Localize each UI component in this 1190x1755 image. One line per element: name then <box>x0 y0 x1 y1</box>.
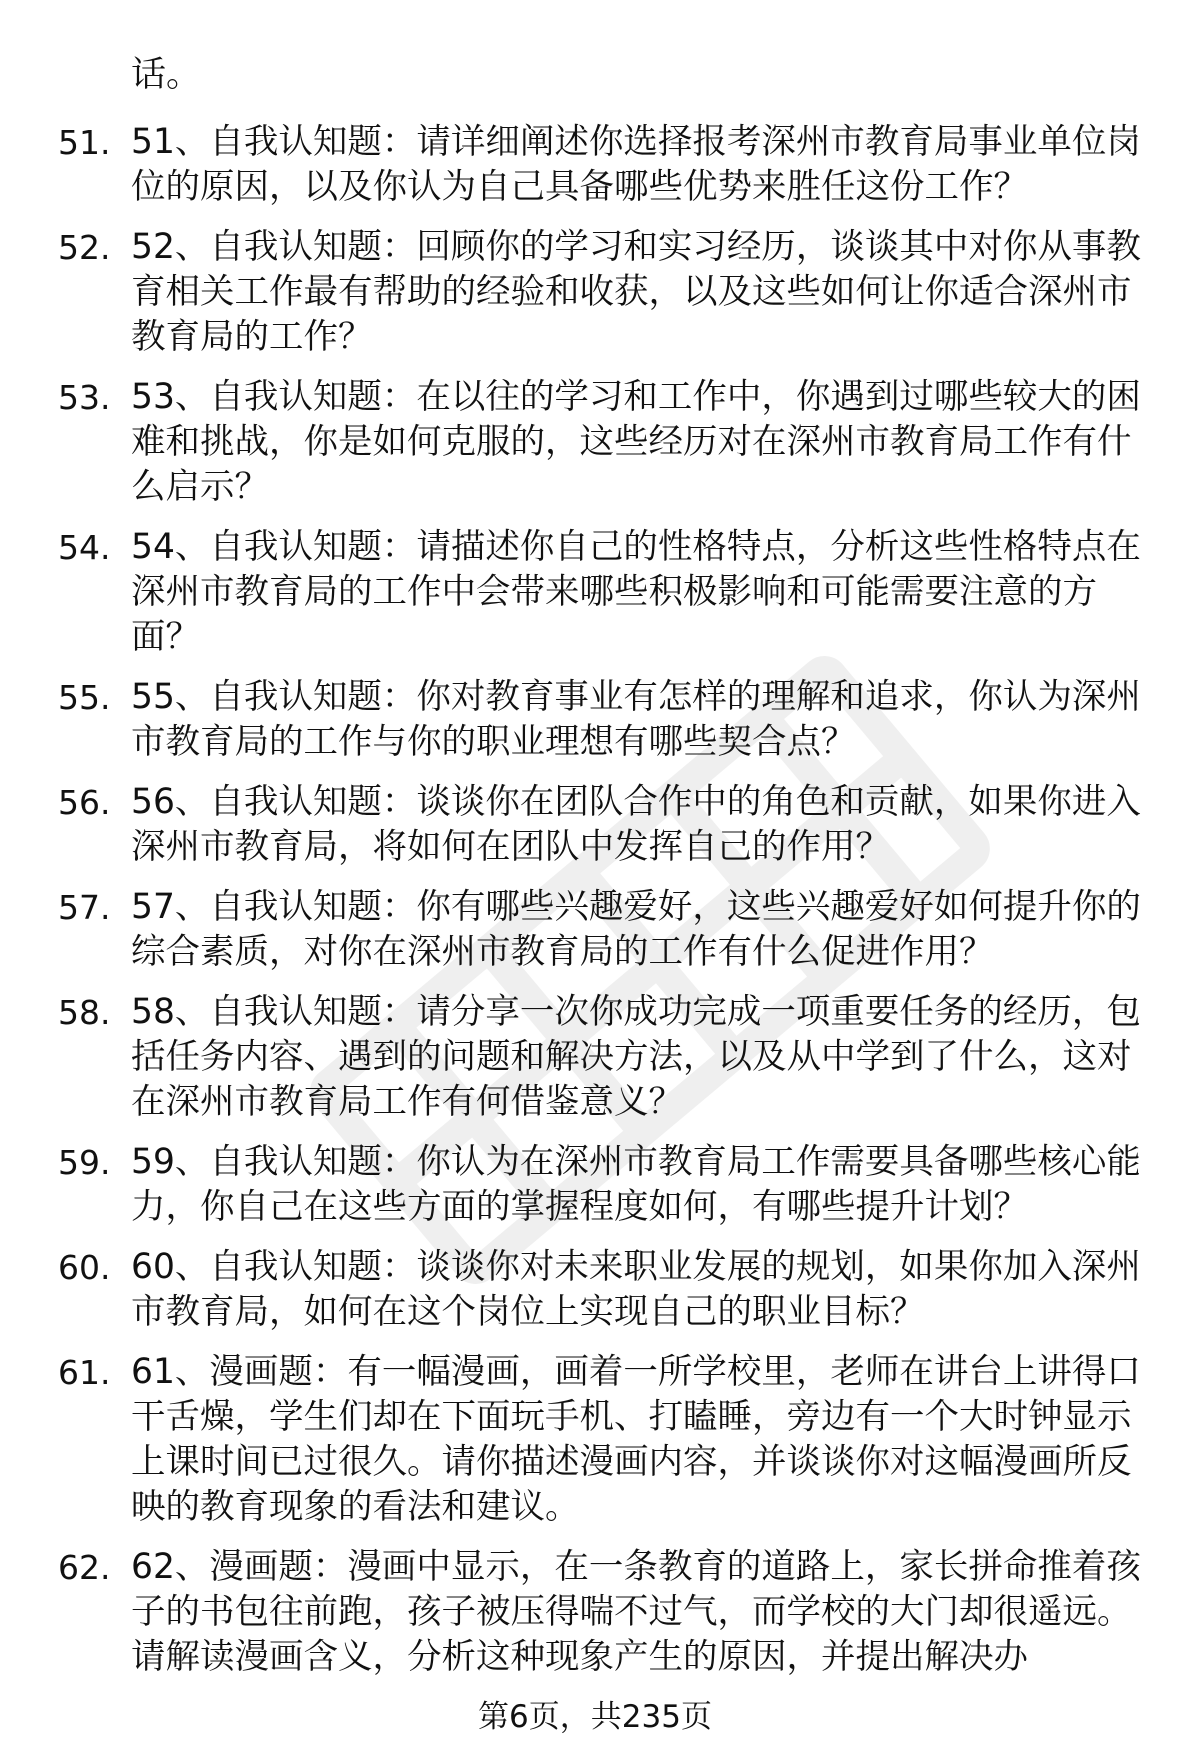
question-text: 55、自我认知题：你对教育事业有怎样的理解和追求，你认为深州市教育局的工作与你的职业理想有哪些契合点？ <box>131 677 1141 762</box>
question-number: 53. <box>58 378 111 417</box>
question-item <box>58 225 1160 360</box>
question-list <box>58 120 1160 1695</box>
question-number: 54. <box>58 528 111 567</box>
question-text: 51、自我认知题：请详细阐述你选择报考深州市教育局事业单位岗位的原因，以及你认为自己具备哪些优势来胜任这份工作？ <box>131 122 1141 207</box>
question-number: 55. <box>58 678 111 717</box>
question-text: 62、漫画题：漫画中显示，在一条教育的道路上，家长拼命推着孩子的书包往前跑，孩子被压得喘不过气，而学校的大门却很遥远。请解读漫画含义，分析这种现象产生的原因，并提出解决办 <box>131 1547 1141 1677</box>
question-number: 62. <box>58 1548 111 1587</box>
question-text: 59、自我认知题：你认为在深州市教育局工作需要具备哪些核心能力，你自己在这些方面的掌握程度如何，有哪些提升计划？ <box>131 1142 1141 1227</box>
question-text: 54、自我认知题：请描述你自己的性格特点，分析这些性格特点在深州市教育局的工作中会带来哪些积极影响和可能需要注意的方面？ <box>131 527 1141 657</box>
question-number: 60. <box>58 1248 111 1287</box>
question-item <box>58 525 1160 660</box>
question-item <box>58 1140 1160 1230</box>
question-text: 52、自我认知题：回顾你的学习和实习经历，谈谈其中对你从事教育相关工作最有帮助的经验和收获，以及这些如何让你适合深州市教育局的工作？ <box>131 227 1141 357</box>
question-item <box>58 1350 1160 1530</box>
question-item <box>58 1545 1160 1680</box>
question-item <box>58 885 1160 975</box>
question-text: 56、自我认知题：谈谈你在团队合作中的角色和贡献，如果你进入深州市教育局，将如何在团队中发挥自己的作用？ <box>131 782 1141 867</box>
continuation-text: 话。 <box>131 55 202 95</box>
question-number: 56. <box>58 783 111 822</box>
question-text: 57、自我认知题：你有哪些兴趣爱好，这些兴趣爱好如何提升你的综合素质，对你在深州市教育局的工作有什么促进作用？ <box>131 887 1141 972</box>
question-text: 53、自我认知题：在以往的学习和工作中，你遇到过哪些较大的困难和挑战，你是如何克服的，这些经历对在深州市教育局工作有什么启示？ <box>131 377 1141 507</box>
question-item <box>58 990 1160 1125</box>
question-number: 52. <box>58 228 111 267</box>
question-number: 58. <box>58 993 111 1032</box>
question-item <box>58 1245 1160 1335</box>
question-number: 59. <box>58 1143 111 1182</box>
question-item <box>58 120 1160 210</box>
question-number: 57. <box>58 888 111 927</box>
page-footer: 第6页，共235页 <box>478 1699 712 1735</box>
question-item <box>58 780 1160 870</box>
question-text: 60、自我认知题：谈谈你对未来职业发展的规划，如果你加入深州市教育局，如何在这个岗位上实现自己的职业目标？ <box>131 1247 1141 1332</box>
question-number: 61. <box>58 1353 111 1392</box>
question-item <box>58 675 1160 765</box>
question-text: 61、漫画题：有一幅漫画，画着一所学校里，老师在讲台上讲得口干舌燥，学生们却在下面玩手机、打瞌睡，旁边有一个大时钟显示上课时间已过很久。请你描述漫画内容，并谈谈你对这幅漫画所反映的教育现象的看法和建议。 <box>131 1352 1141 1527</box>
question-item <box>58 375 1160 510</box>
question-number: 51. <box>58 123 111 162</box>
question-text: 58、自我认知题：请分享一次你成功完成一项重要任务的经历，包括任务内容、遇到的问题和解决方法，以及从中学到了什么，这对在深州市教育局工作有何借鉴意义？ <box>131 992 1141 1122</box>
